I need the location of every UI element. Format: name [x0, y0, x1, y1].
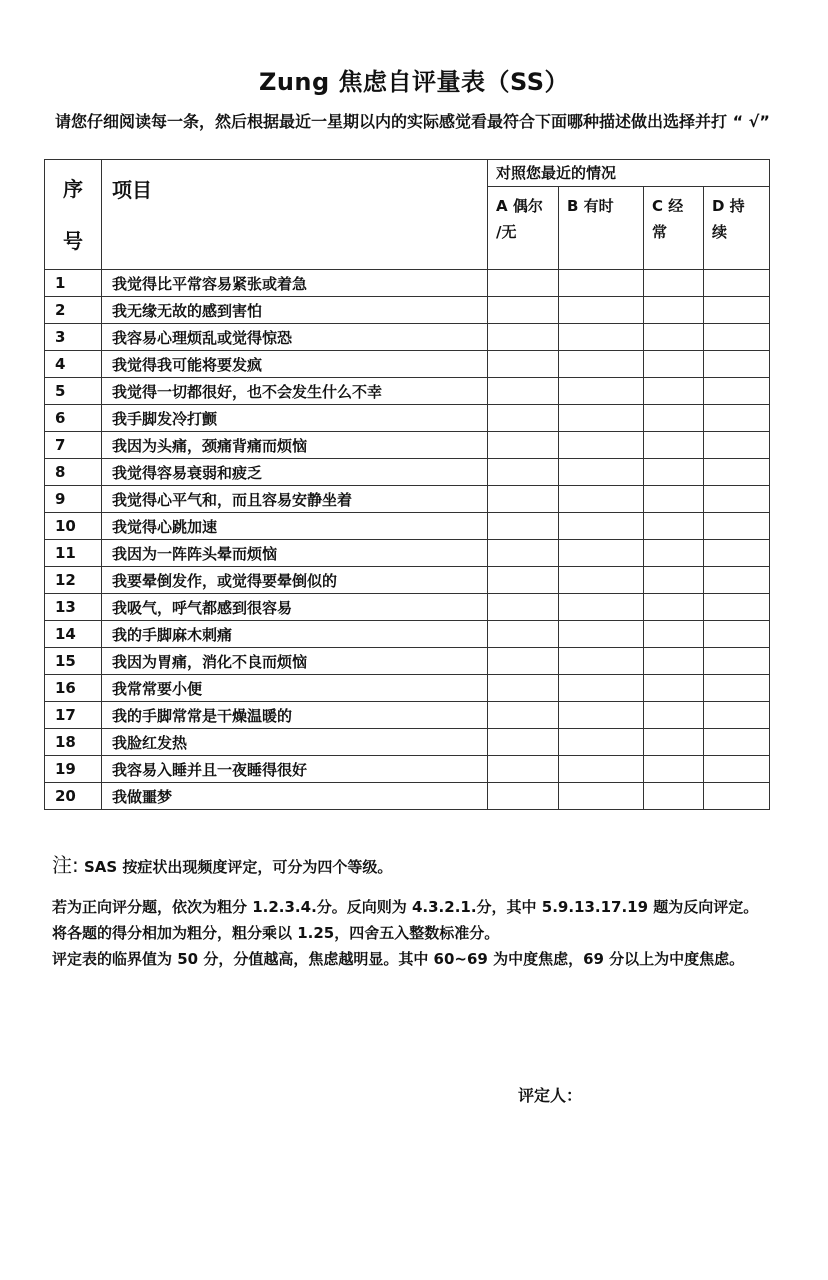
assessment-table	[44, 159, 770, 810]
item-text: 我觉得一切都很好，也不会发生什么不幸	[102, 378, 488, 405]
answer-cell-b[interactable]	[559, 297, 644, 324]
answer-cell-d[interactable]	[704, 405, 770, 432]
header-option-1	[559, 187, 644, 270]
item-number: 9	[45, 486, 102, 513]
answer-cell-c[interactable]	[644, 540, 704, 567]
answer-cell-a[interactable]	[488, 702, 559, 729]
answer-cell-c[interactable]	[644, 594, 704, 621]
item-number: 18	[45, 729, 102, 756]
answer-cell-b[interactable]	[559, 756, 644, 783]
notes-line1: SAS 按症状出现频度评定，可分为四个等级。	[83, 858, 393, 876]
item-text: 我手脚发冷打颤	[102, 405, 488, 432]
item-text: 我觉得我可能将要发疯	[102, 351, 488, 378]
answer-cell-a[interactable]	[488, 567, 559, 594]
answer-cell-b[interactable]	[559, 270, 644, 297]
answer-cell-a[interactable]	[488, 378, 559, 405]
answer-cell-a[interactable]	[488, 324, 559, 351]
answer-cell-c[interactable]	[644, 432, 704, 459]
item-number: 4	[45, 351, 102, 378]
answer-cell-d[interactable]	[704, 324, 770, 351]
answer-cell-a[interactable]	[488, 675, 559, 702]
table-row	[45, 594, 770, 621]
answer-cell-c[interactable]	[644, 621, 704, 648]
table-row	[45, 621, 770, 648]
answer-cell-a[interactable]	[488, 729, 559, 756]
answer-cell-c[interactable]	[644, 756, 704, 783]
header-option-line1: B 有时	[567, 197, 614, 215]
item-number: 3	[45, 324, 102, 351]
answer-cell-a[interactable]	[488, 513, 559, 540]
table-row	[45, 270, 770, 297]
item-text: 我觉得心跳加速	[102, 513, 488, 540]
answer-cell-b[interactable]	[559, 594, 644, 621]
item-number: 8	[45, 459, 102, 486]
answer-cell-c[interactable]	[644, 648, 704, 675]
answer-cell-c[interactable]	[644, 486, 704, 513]
table-row	[45, 297, 770, 324]
item-text: 我无缘无故的感到害怕	[102, 297, 488, 324]
answer-cell-b[interactable]	[559, 648, 644, 675]
item-number: 2	[45, 297, 102, 324]
answer-cell-d[interactable]	[704, 756, 770, 783]
table-row	[45, 729, 770, 756]
header-option-2	[644, 187, 704, 270]
answer-cell-a[interactable]	[488, 351, 559, 378]
answer-cell-c[interactable]	[644, 729, 704, 756]
header-recent-situation: 对照您最近的情况	[488, 160, 770, 187]
answer-cell-c[interactable]	[644, 675, 704, 702]
item-number: 20	[45, 783, 102, 810]
table-row	[45, 567, 770, 594]
item-text: 我做噩梦	[102, 783, 488, 810]
item-number: 6	[45, 405, 102, 432]
header-option-line2: /无	[496, 223, 517, 241]
answer-cell-c[interactable]	[644, 783, 704, 810]
table-row	[45, 324, 770, 351]
answer-cell-d[interactable]	[704, 648, 770, 675]
answer-cell-b[interactable]	[559, 324, 644, 351]
answer-cell-a[interactable]	[488, 756, 559, 783]
answer-cell-d[interactable]	[704, 351, 770, 378]
answer-cell-c[interactable]	[644, 567, 704, 594]
answer-cell-b[interactable]	[559, 405, 644, 432]
table-row	[45, 675, 770, 702]
answer-cell-b[interactable]	[559, 540, 644, 567]
item-number: 16	[45, 675, 102, 702]
header-option-line1: C 经	[652, 197, 684, 215]
header-option-line2: 常	[652, 223, 668, 241]
table-row	[45, 459, 770, 486]
answer-cell-d[interactable]	[704, 378, 770, 405]
answer-cell-c[interactable]	[644, 702, 704, 729]
answer-cell-d[interactable]	[704, 486, 770, 513]
answer-cell-a[interactable]	[488, 270, 559, 297]
item-number: 12	[45, 567, 102, 594]
answer-cell-b[interactable]	[559, 351, 644, 378]
item-text: 我要晕倒发作，或觉得要晕倒似的	[102, 567, 488, 594]
header-item: 项目	[102, 160, 488, 270]
answer-cell-d[interactable]	[704, 783, 770, 810]
answer-cell-d[interactable]	[704, 540, 770, 567]
answer-cell-d[interactable]	[704, 702, 770, 729]
item-text: 我觉得心平气和，而且容易安静坐着	[102, 486, 488, 513]
answer-cell-b[interactable]	[559, 702, 644, 729]
answer-cell-d[interactable]	[704, 567, 770, 594]
answer-cell-a[interactable]	[488, 297, 559, 324]
answer-cell-d[interactable]	[704, 513, 770, 540]
item-number: 5	[45, 378, 102, 405]
answer-cell-d[interactable]	[704, 729, 770, 756]
item-number: 10	[45, 513, 102, 540]
answer-cell-b[interactable]	[559, 675, 644, 702]
header-option-0	[488, 187, 559, 270]
item-number: 1	[45, 270, 102, 297]
header-option-line1: D 持	[712, 197, 745, 215]
item-text: 我容易心理烦乱或觉得惊恐	[102, 324, 488, 351]
answer-cell-c[interactable]	[644, 351, 704, 378]
item-text: 我因为胃痛，消化不良而烦恼	[102, 648, 488, 675]
table-row	[45, 513, 770, 540]
notes-threshold: 评定表的临界值为 50 分，分值越高，焦虑越明显。其中 60~69 为中度焦虑，69 分以上为中度焦虑。	[52, 950, 745, 968]
answer-cell-b[interactable]	[559, 459, 644, 486]
table-row	[45, 405, 770, 432]
answer-cell-c[interactable]	[644, 270, 704, 297]
table-row	[45, 783, 770, 810]
answer-cell-c[interactable]	[644, 405, 704, 432]
answer-cell-b[interactable]	[559, 486, 644, 513]
answer-cell-b[interactable]	[559, 567, 644, 594]
item-number: 14	[45, 621, 102, 648]
item-number: 7	[45, 432, 102, 459]
answer-cell-a[interactable]	[488, 621, 559, 648]
answer-cell-c[interactable]	[644, 297, 704, 324]
header-option-line2: 续	[712, 223, 728, 241]
notes-scoring-rule: 若为正向评分题，依次为粗分 1.2.3.4.分。反向则为 4.3.2.1.分，其中 5.9.13.17.19 题为反向评定。将各题的得分相加为粗分，粗分乘以 1.25，四舍五入整数标准分。	[52, 898, 759, 942]
header-number-line2: 号	[63, 228, 83, 253]
header-number	[45, 160, 102, 270]
answer-cell-a[interactable]	[488, 405, 559, 432]
answer-cell-b[interactable]	[559, 513, 644, 540]
item-text: 我觉得容易衰弱和疲乏	[102, 459, 488, 486]
item-text: 我吸气，呼气都感到很容易	[102, 594, 488, 621]
answer-cell-d[interactable]	[704, 297, 770, 324]
header-option-3	[704, 187, 770, 270]
table-row	[45, 432, 770, 459]
table-row	[45, 540, 770, 567]
answer-cell-d[interactable]	[704, 675, 770, 702]
instructions: 请您仔细阅读每一条，然后根据最近一星期以内的实际感觉看最符合下面哪种描述做出选择并打 “ √”	[55, 112, 770, 131]
item-number: 13	[45, 594, 102, 621]
answer-cell-d[interactable]	[704, 459, 770, 486]
item-text: 我常常要小便	[102, 675, 488, 702]
notes-head: 注:	[52, 853, 79, 877]
table-row	[45, 648, 770, 675]
answer-cell-d[interactable]	[704, 432, 770, 459]
table-row	[45, 486, 770, 513]
answer-cell-b[interactable]	[559, 432, 644, 459]
answer-cell-b[interactable]	[559, 729, 644, 756]
rater-label: 评定人：	[518, 1086, 583, 1105]
answer-cell-b[interactable]	[559, 783, 644, 810]
answer-cell-a[interactable]	[488, 594, 559, 621]
answer-cell-a[interactable]	[488, 432, 559, 459]
page-title: Zung 焦虑自评量表（SS）	[258, 68, 570, 96]
item-text: 我因为一阵阵头晕而烦恼	[102, 540, 488, 567]
item-number: 19	[45, 756, 102, 783]
item-number: 11	[45, 540, 102, 567]
answer-cell-c[interactable]	[644, 378, 704, 405]
item-text: 我容易入睡并且一夜睡得很好	[102, 756, 488, 783]
answer-cell-a[interactable]	[488, 486, 559, 513]
answer-cell-b[interactable]	[559, 621, 644, 648]
item-text: 我因为头痛，颈痛背痛而烦恼	[102, 432, 488, 459]
answer-cell-d[interactable]	[704, 594, 770, 621]
answer-cell-c[interactable]	[644, 513, 704, 540]
answer-cell-a[interactable]	[488, 648, 559, 675]
header-option-line1: A 偶尔	[496, 197, 543, 215]
answer-cell-a[interactable]	[488, 459, 559, 486]
item-text: 我觉得比平常容易紧张或着急	[102, 270, 488, 297]
notes-section	[52, 852, 772, 972]
table-row	[45, 702, 770, 729]
table-row	[45, 378, 770, 405]
answer-cell-a[interactable]	[488, 783, 559, 810]
item-text: 我的手脚麻木刺痛	[102, 621, 488, 648]
item-text: 我的手脚常常是干燥温暖的	[102, 702, 488, 729]
answer-cell-c[interactable]	[644, 459, 704, 486]
header-number-line1: 序	[63, 176, 83, 201]
item-number: 15	[45, 648, 102, 675]
answer-cell-c[interactable]	[644, 324, 704, 351]
answer-cell-d[interactable]	[704, 270, 770, 297]
answer-cell-a[interactable]	[488, 540, 559, 567]
notes-intro	[52, 852, 772, 880]
item-text: 我脸红发热	[102, 729, 488, 756]
table-row	[45, 756, 770, 783]
answer-cell-b[interactable]	[559, 378, 644, 405]
answer-cell-d[interactable]	[704, 621, 770, 648]
table-row	[45, 351, 770, 378]
item-number: 17	[45, 702, 102, 729]
